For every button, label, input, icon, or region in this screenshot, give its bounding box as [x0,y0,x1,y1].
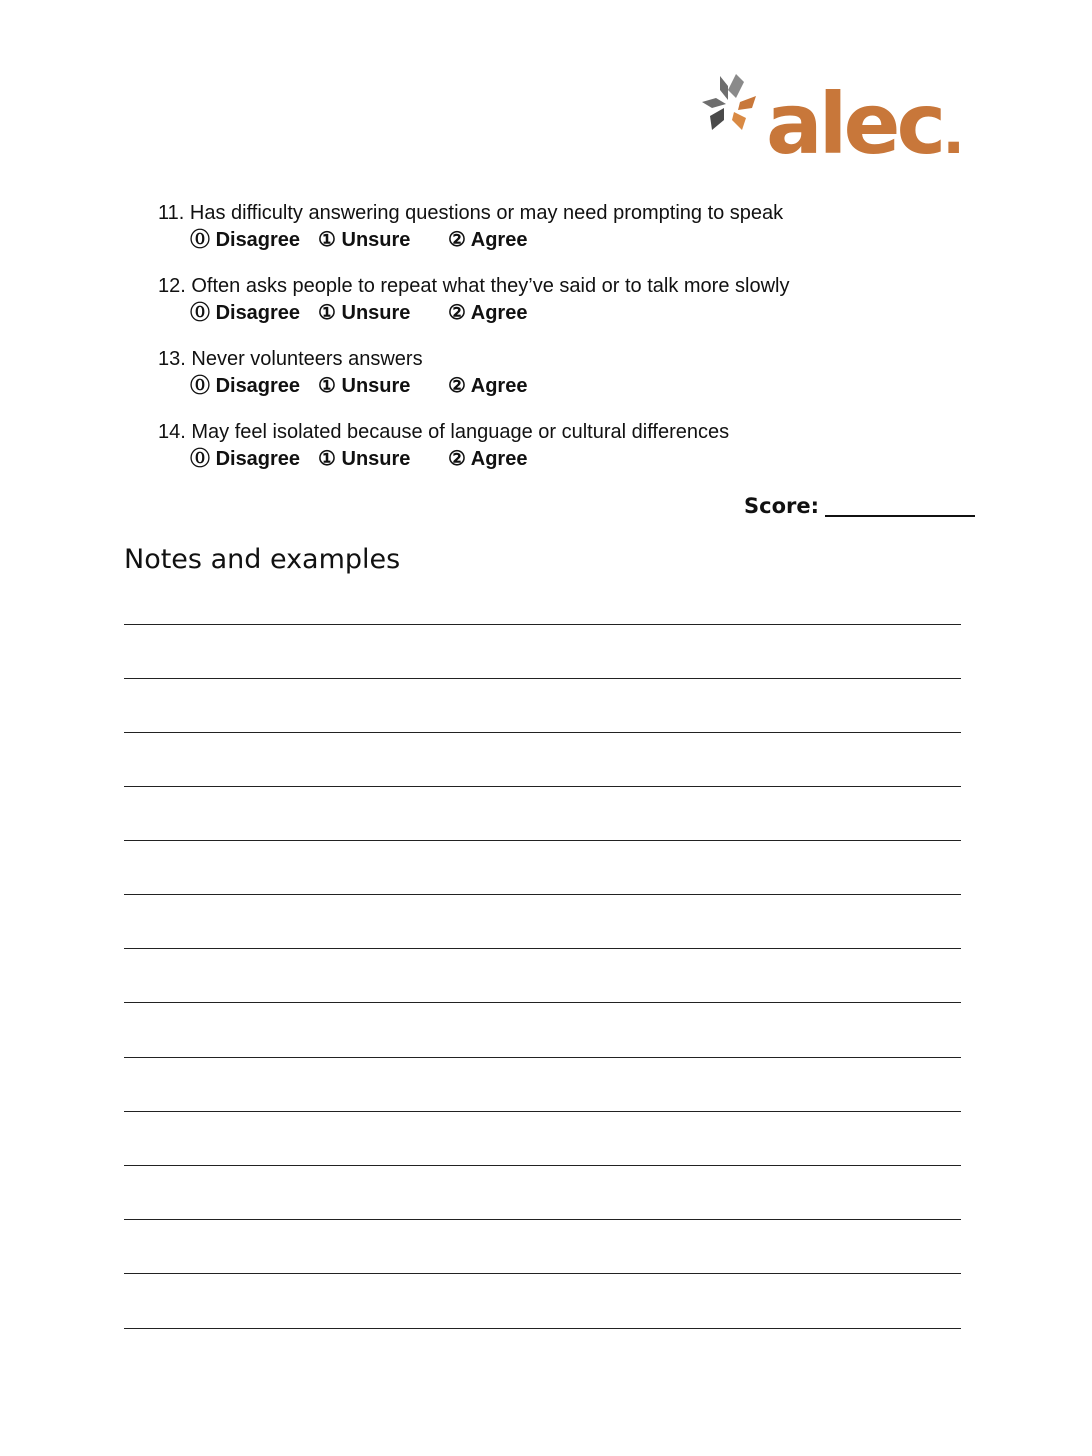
question-text: May feel isolated because of language or cultural differences [191,421,730,443]
notes-line[interactable] [124,1273,961,1274]
notes-line[interactable] [124,894,961,895]
option-disagree[interactable] [190,301,300,325]
question-11 [158,201,783,225]
notes-line[interactable] [124,1057,961,1058]
star-logo-icon [694,68,774,148]
notes-heading: Notes and examples [124,544,401,575]
option-disagree[interactable] [190,447,300,471]
option-agree[interactable] [448,374,527,398]
option-label: Disagree [215,302,301,324]
alec-logo [694,68,984,193]
question-text: Often asks people to repeat what they’ve said or to talk more slowly [191,275,790,297]
option-unsure[interactable] [318,301,410,325]
circled-two-icon: ② [448,302,466,324]
score-field [744,494,975,518]
option-unsure[interactable] [318,374,410,398]
option-unsure[interactable] [318,228,410,252]
circled-one-icon: ① [318,229,336,251]
circled-one-icon: ① [318,375,336,397]
option-label: Agree [470,302,528,324]
option-label: Disagree [215,375,301,397]
circled-zero-icon: ⓪ [190,375,210,397]
circled-two-icon: ② [448,375,466,397]
option-agree[interactable] [448,228,527,252]
notes-line[interactable] [124,948,961,949]
circled-one-icon: ① [318,302,336,324]
question-number: 14. [158,421,186,443]
option-label: Agree [470,448,528,470]
notes-line[interactable] [124,1165,961,1166]
option-label: Disagree [215,448,301,470]
question-13 [158,347,423,371]
notes-line[interactable] [124,1111,961,1112]
option-label: Unsure [341,375,411,397]
option-agree[interactable] [448,301,527,325]
notes-line[interactable] [124,678,961,679]
option-label: Unsure [341,448,411,470]
question-14 [158,420,729,444]
circled-zero-icon: ⓪ [190,229,210,251]
notes-line[interactable] [124,786,961,787]
option-label: Agree [470,229,528,251]
question-12 [158,274,789,298]
question-number: 11. [158,202,185,224]
circled-one-icon: ① [318,448,336,470]
question-text: Has difficulty answering questions or may need prompting to speak [189,202,784,224]
circled-two-icon: ② [448,229,466,251]
score-blank[interactable] [825,497,975,517]
logo-wordmark: alec. [766,75,962,173]
notes-line[interactable] [124,732,961,733]
notes-line[interactable] [124,1328,961,1329]
circled-zero-icon: ⓪ [190,448,210,470]
option-label: Agree [470,375,528,397]
score-label: Score: [744,494,819,518]
circled-zero-icon: ⓪ [190,302,210,324]
question-number: 12. [158,275,186,297]
notes-line[interactable] [124,840,961,841]
notes-line[interactable] [124,1219,961,1220]
option-disagree[interactable] [190,228,300,252]
notes-line[interactable] [124,1002,961,1003]
option-agree[interactable] [448,447,527,471]
option-label: Unsure [341,302,411,324]
option-label: Unsure [341,229,411,251]
option-label: Disagree [215,229,301,251]
notes-line[interactable] [124,624,961,625]
option-disagree[interactable] [190,374,300,398]
question-number: 13. [158,348,186,370]
circled-two-icon: ② [448,448,466,470]
option-unsure[interactable] [318,447,410,471]
question-text: Never volunteers answers [191,348,423,370]
